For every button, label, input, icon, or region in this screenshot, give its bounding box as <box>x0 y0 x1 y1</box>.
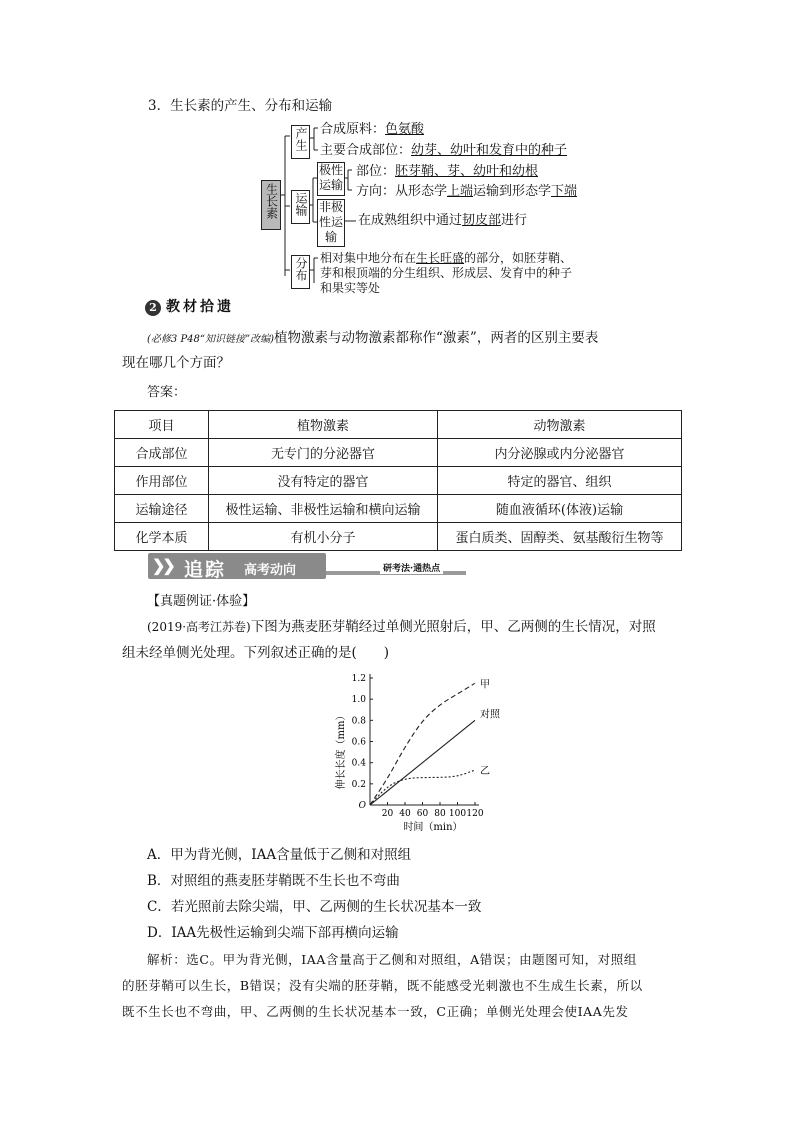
table-cell: 有机小分子 <box>209 523 438 551</box>
explanation-line-1: 解析：选C。甲为背光侧，IAA含量高于乙侧和对照组，A错误；由题图可知，对照组 <box>147 952 637 967</box>
textbook-question-line-1: (必修3 P48“知识链接”改编)植物激素与动物激素都称作“激素”，两者的区别主要表 <box>147 330 599 346</box>
table-row <box>115 439 682 467</box>
chart-series-line-1 <box>370 720 475 805</box>
chart-x-tick-label: 20 <box>381 809 394 819</box>
option-a: A．甲为背光侧，IAA含量低于乙侧和对照组 <box>147 847 412 863</box>
section-badge-icon: 2 <box>145 300 161 316</box>
table-row <box>115 523 682 551</box>
table-row <box>115 467 682 495</box>
distribution-line-3: 和果实等处 <box>320 281 381 295</box>
chart-x-tick-label: 40 <box>399 809 411 819</box>
table-cell: 没有特定的器官 <box>209 467 438 495</box>
option-c: C．若光照前去除尖端，甲、乙两侧的生长状况基本一致 <box>147 899 482 915</box>
answer-label: 答案： <box>147 385 187 400</box>
node-transport: 运输 <box>291 190 310 224</box>
production-line-2: 主要合成部位：幼芽、幼叶和发育中的种子 <box>320 143 568 158</box>
banner-chevron-icon: ❯❯ <box>152 556 173 575</box>
table-header-cell: 项目 <box>115 411 209 439</box>
chart-series-label: 甲 <box>480 679 490 691</box>
node-polar-transport: 极性运输 <box>317 162 345 196</box>
section-banner <box>148 553 466 579</box>
table-header-cell: 动物激素 <box>438 411 682 439</box>
chart-y-tick-label: 0.8 <box>351 716 366 727</box>
table-cell: 合成部位 <box>115 439 209 467</box>
question-stem-line-2: 组未经单侧光处理。下列叙述正确的是( ) <box>122 645 390 661</box>
question-section-title: 【真题例证·体验】 <box>147 594 256 609</box>
distribution-line-1: 相对集中地分布在生长旺盛的部分，如胚芽鞘、 <box>320 251 573 265</box>
explanation-line-3: 既不生长也不弯曲，甲、乙两侧的生长状况基本一致，C正确；单侧光处理会使IAA先发 <box>122 1004 629 1019</box>
chart-y-tick-label: 0.6 <box>351 737 366 748</box>
table-cell: 作用部位 <box>115 467 209 495</box>
root-node-growth-hormone: 生长素 <box>261 180 281 230</box>
table-cell: 运输途径 <box>115 495 209 523</box>
distribution-line-2: 芽和根顶端的分生组织、形成层、发育中的种子 <box>320 266 573 280</box>
table-cell: 化学本质 <box>115 523 209 551</box>
table-row <box>115 495 682 523</box>
table-cell: 内分泌腺或内分泌器官 <box>438 439 682 467</box>
chart-y-tick-label: 1.2 <box>351 674 366 684</box>
table-cell: 无专门的分泌器官 <box>209 439 438 467</box>
node-distribution: 分布 <box>291 255 310 289</box>
production-line-1: 合成原料：色氨酸 <box>320 122 425 137</box>
banner-background <box>148 553 326 579</box>
chart-series-label: 对照 <box>480 709 500 721</box>
chart-series-label: 乙 <box>480 766 490 778</box>
textbook-question-line-2: 现在哪几个方面？ <box>122 355 230 371</box>
textbook-title: 教材拾遗 <box>166 299 234 315</box>
banner-main-text: 追踪 <box>184 559 227 581</box>
chart-y-tick-label: 0.4 <box>351 758 366 769</box>
chart-x-axis-label: 时间（min） <box>403 822 463 833</box>
chart-y-tick-label: 0.2 <box>351 779 366 790</box>
node-nonpolar-transport: 非极性运输 <box>317 199 345 247</box>
polar-site-line: 部位：胚芽鞘、芽、幼叶和幼根 <box>356 164 539 179</box>
table-cell: 极性运输、非极性运输和横向运输 <box>209 495 438 523</box>
chart-y-tick-label: 1.0 <box>351 695 366 706</box>
chart-series-line-0 <box>370 683 475 805</box>
chart-x-tick-label: 120 <box>466 809 484 819</box>
option-b: B．对照组的燕麦胚芽鞘既不生长也不弯曲 <box>147 873 400 889</box>
banner-right-text: 研考法·通热点 <box>380 561 443 574</box>
table-cell: 随血液循环(体液)运输 <box>438 495 682 523</box>
chart-y-axis-label: 伸长长度（mm） <box>336 710 347 790</box>
node-production: 产生 <box>291 125 310 159</box>
chart-x-tick-label: 80 <box>434 809 446 819</box>
option-d: D．IAA先极性运输到尖端下部再横向运输 <box>147 925 399 941</box>
question-stem-line-1: (2019·高考江苏卷)下图为燕麦胚芽鞘经过单侧光照射后，甲、乙两侧的生长情况，对照 <box>147 619 656 635</box>
chart-series-line-2 <box>370 770 475 805</box>
chart-y-tick-label: O <box>358 801 366 811</box>
table-cell: 特定的器官、组织 <box>438 467 682 495</box>
table-cell: 蛋白质类、固醇类、氨基酸衍生物等 <box>438 523 682 551</box>
chart-x-tick-label: 60 <box>416 809 429 819</box>
table-header-row <box>115 411 682 439</box>
polar-direction-line: 方向：从形态学上端运输到形态学下端 <box>356 184 578 199</box>
banner-sub-text: 高考动向 <box>244 563 297 578</box>
section-heading: 3．生长素的产生、分布和运输 <box>148 98 333 114</box>
growth-chart <box>330 668 510 838</box>
nonpolar-line: 在成熟组织中通过韧皮部进行 <box>358 213 528 228</box>
explanation-line-2: 的胚芽鞘可以生长，B错误；没有尖端的胚芽鞘，既不能感受光刺激也不生成生长素，所以 <box>122 978 643 993</box>
chart-x-tick-label: 100 <box>448 809 467 819</box>
table-header-cell: 植物激素 <box>209 411 438 439</box>
answer-table <box>114 410 682 551</box>
